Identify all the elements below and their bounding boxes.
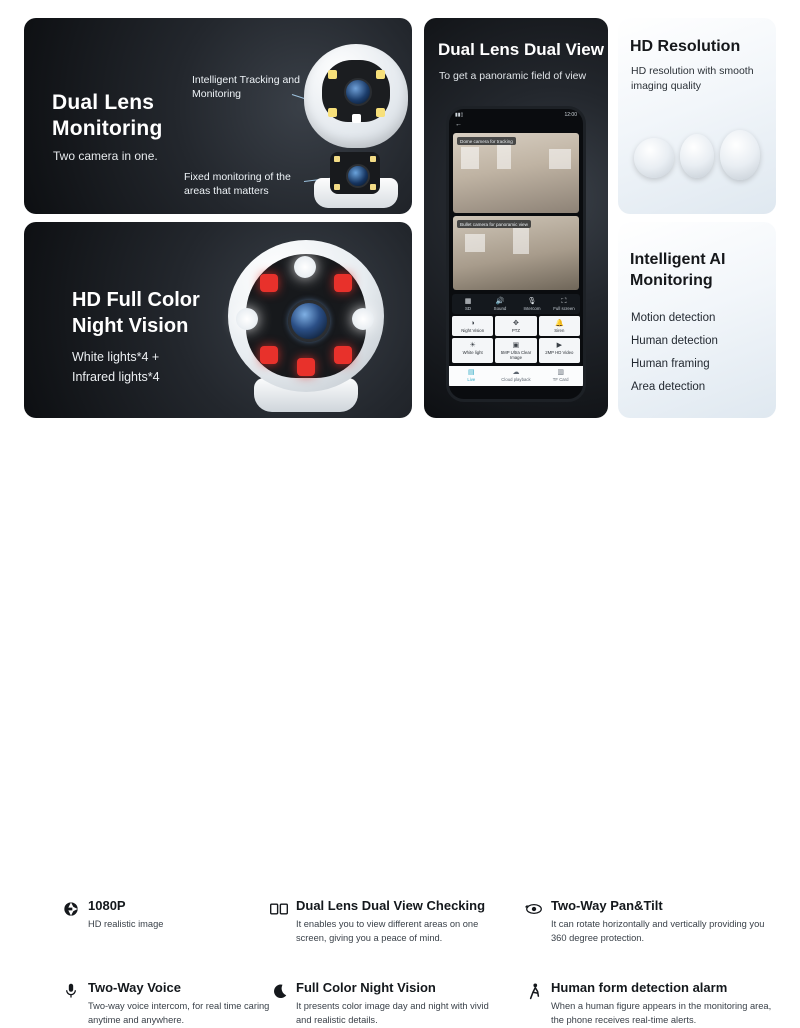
ptz-icon: ✥ (513, 320, 519, 327)
card-hd-resolution-subtitle: HD resolution with smooth imaging quality (631, 65, 754, 92)
image-quality-icon: ▣ (512, 342, 520, 349)
night-vision-icon: ◑ (470, 320, 475, 327)
camera-led (334, 184, 340, 190)
feature-two-way-voice-desc: Two-way voice intercom, for real time caring anytime and anywhere. (88, 1001, 270, 1025)
feature-night-vision-label: Night Vision (461, 328, 485, 333)
feature-image-quality-label: 5MP Ultra Clear Image (500, 350, 532, 360)
card-night-vision-title (72, 288, 232, 339)
person-walking-icon (525, 982, 543, 1000)
tab-tf-card-label: TF Card (552, 377, 569, 382)
control-sound-label: Sound (493, 306, 507, 311)
feature-human-detection-desc: When a human figure appears in the monitoring area, the phone receives real-time alerts. (551, 1001, 772, 1025)
feature-night-vision-desc: It presents color image day and night with vivid and realistic details. (296, 1001, 489, 1025)
card-hd-resolution-title: HD Resolution (630, 38, 741, 55)
camera-infrared-led (260, 274, 278, 292)
feature-1080p-name: 1080P (88, 898, 126, 913)
card-dual-view-subtitle: To get a panoramic field of view (439, 70, 587, 82)
lens-shape (680, 134, 714, 178)
tab-live-label: Live (467, 377, 476, 382)
callout-intelligent-tracking: Intelligent Tracking and Monitoring (192, 74, 300, 101)
feature-night-vision[interactable] (452, 316, 493, 336)
camera-lens-dome (344, 78, 372, 106)
lens-shape (720, 130, 760, 180)
feature-white-light[interactable] (452, 338, 493, 363)
camera-led (376, 70, 385, 79)
tab-live[interactable] (451, 369, 491, 382)
video-icon: ▶ (556, 342, 563, 349)
phone-tab-bar (449, 366, 583, 386)
list-item: Motion detection (631, 312, 716, 324)
status-signal-icon: ▮▮▯ (455, 112, 464, 118)
night-vision-line-white: White lights*4 + (72, 350, 160, 364)
list-item: Human detection (631, 335, 718, 347)
feature-1080p-desc: HD realistic image (88, 919, 164, 929)
feature-ptz-label: PTZ (511, 328, 521, 333)
card-night-vision-title-line1: HD Full Color (72, 289, 200, 311)
tab-cloud-playback-label: Cloud playback (501, 377, 531, 382)
camera-led (352, 114, 361, 123)
camera-led (376, 108, 385, 117)
camera-led (334, 156, 340, 162)
feature-siren-label: Siren (554, 328, 565, 333)
siren-icon: 🔔 (554, 320, 564, 327)
camera-infrared-led (334, 274, 352, 292)
tfcard-icon: ▥ (557, 369, 564, 376)
feature-dual-view-desc: It enables you to view different areas on one screen, giving you a peace of mind. (296, 919, 479, 943)
card-ai-monitoring-title (630, 250, 760, 292)
control-sound[interactable] (485, 297, 516, 311)
card-dual-lens-title (52, 90, 162, 143)
camera-led (370, 156, 376, 162)
card-hd-resolution (618, 18, 776, 214)
room-window (513, 228, 529, 254)
night-vision-line-infrared: Infrared lights*4 (72, 370, 160, 384)
feature-video[interactable] (539, 338, 580, 363)
camera-infrared-led (260, 346, 278, 364)
feature-video-label: 2MP HD Video (545, 350, 574, 355)
control-fullscreen-label: Full screen (553, 306, 575, 311)
microphone-icon (62, 982, 80, 1000)
feature-pan-tilt-desc: It can rotate horizontally and vertically providing you 360 degree protection. (551, 919, 765, 943)
room-window (461, 147, 479, 169)
feature-summary-grid (0, 440, 800, 1025)
card-ai-title-line2: Monitoring (630, 271, 713, 289)
camera-led (328, 70, 337, 79)
room-window (549, 149, 571, 169)
callout-fixed-monitoring: Fixed monitoring of the areas that matters (184, 171, 291, 198)
feature-white-light-label: White light (462, 350, 483, 355)
camera-infrared-led (334, 346, 352, 364)
phone-feature-grid (452, 316, 580, 363)
card-night-vision-title-line2: Night Vision (72, 314, 189, 337)
camera-view-bullet[interactable] (453, 216, 579, 290)
phone-back-button[interactable]: ← (455, 121, 462, 128)
tab-tf-card[interactable] (541, 369, 581, 382)
camera-lens-bullet (346, 164, 370, 188)
control-sd-label: SD (464, 306, 472, 311)
feature-ptz[interactable] (495, 316, 536, 336)
status-time: 12:00 (564, 112, 577, 118)
camera-led (370, 184, 376, 190)
pan-tilt-icon (525, 900, 543, 918)
dual-screen-icon (270, 900, 288, 918)
lens-group-image (634, 128, 764, 188)
sd-icon: ▦ (464, 298, 472, 305)
white-light-icon: ☀ (469, 342, 476, 349)
card-dual-lens-title-line2: Monitoring (52, 117, 163, 141)
camera-lens-main (288, 300, 330, 342)
cloud-icon: ☁ (512, 369, 520, 376)
feature-siren[interactable] (539, 316, 580, 336)
fullscreen-icon: ⛶ (561, 298, 567, 305)
intercom-icon: 🎙 (527, 298, 537, 305)
list-item: Human framing (631, 358, 710, 370)
sound-icon: 🔊 (495, 298, 505, 305)
feature-night-vision-name: Full Color Night Vision (296, 980, 436, 995)
lens-shape (634, 138, 674, 178)
camera-white-led (294, 256, 316, 278)
card-dual-view (424, 18, 608, 418)
feature-image-quality[interactable] (495, 338, 536, 363)
control-sd[interactable] (453, 297, 484, 311)
camera-view-dome-tag: Dome camera for tracking (457, 137, 516, 145)
night-vision-camera-image (210, 234, 402, 414)
room-window (497, 143, 511, 169)
room-window (465, 234, 485, 252)
aperture-icon (62, 900, 80, 918)
ai-feature-list (631, 312, 767, 404)
camera-led (328, 108, 337, 117)
live-icon: ▤ (468, 369, 475, 376)
control-fullscreen[interactable] (549, 297, 580, 311)
moon-icon (270, 982, 288, 1000)
card-dual-view-title: Dual Lens Dual View (438, 40, 604, 59)
camera-view-bullet-tag: Bullet camera for panoramic view (457, 220, 531, 228)
camera-white-led (352, 308, 374, 330)
card-ai-monitoring (618, 222, 776, 418)
tab-cloud-playback[interactable] (496, 369, 536, 382)
phone-control-bar (452, 294, 580, 314)
phone-status-bar (449, 109, 583, 121)
feature-dual-view-name: Dual Lens Dual View Checking (296, 898, 486, 913)
dual-lens-camera-image (292, 36, 412, 208)
card-night-vision (24, 222, 412, 418)
card-ai-title-line1: Intelligent AI (630, 251, 726, 268)
feature-pan-tilt-name: Two-Way Pan&Tilt (551, 898, 663, 913)
feature-two-way-voice-name: Two-Way Voice (88, 980, 181, 995)
camera-view-dome[interactable] (453, 133, 579, 213)
phone-mockup (446, 106, 586, 402)
camera-infrared-led (297, 358, 315, 376)
card-dual-lens-monitoring (24, 18, 412, 214)
camera-white-led (236, 308, 258, 330)
feature-human-detection-name: Human form detection alarm (551, 980, 728, 995)
card-dual-lens-subtitle: Two camera in one. (53, 149, 158, 163)
control-intercom[interactable] (517, 297, 548, 311)
card-dual-lens-title-line1: Dual Lens (52, 91, 155, 114)
list-item: Area detection (631, 381, 706, 393)
control-intercom-label: Intercom (523, 306, 541, 311)
